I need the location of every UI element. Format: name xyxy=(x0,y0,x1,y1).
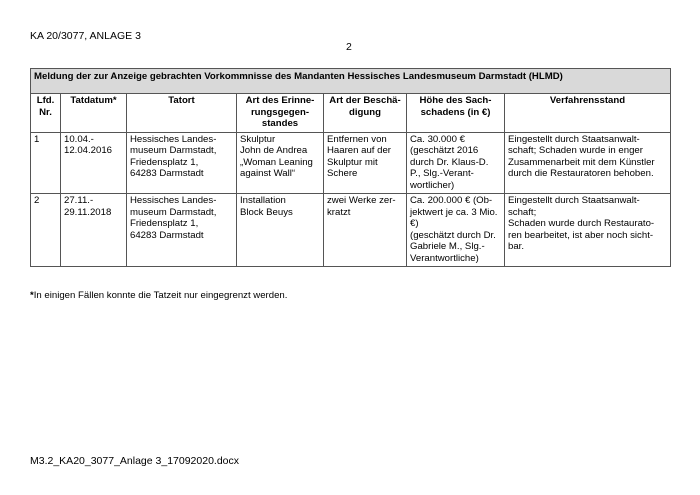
cell-date: 27.11.- 29.11.2018 xyxy=(61,194,127,267)
table-row xyxy=(31,132,671,194)
cell-date: 10.04.- 12.04.2016 xyxy=(61,132,127,194)
document-reference: KA 20/3077, ANLAGE 3 xyxy=(30,30,141,42)
header-damage-type: Art der Beschä- digung xyxy=(324,94,407,133)
cell-nr: 2 xyxy=(31,194,61,267)
cell-nr: 1 xyxy=(31,132,61,194)
incident-table xyxy=(30,68,671,267)
header-date: Tatdatum* xyxy=(61,94,127,133)
page-number: 2 xyxy=(346,41,352,53)
cell-place: Hessisches Landes- museum Darmstadt, Friedensplatz 1, 64283 Darmstadt xyxy=(127,132,237,194)
footnote xyxy=(30,290,287,301)
cell-status: Eingestellt durch Staatsanwalt- schaft; Schaden wurde in enger Zusammenarbeit mit dem Künstler durch die Restauratoren behoben. xyxy=(505,132,671,194)
cell-damage-type: Entfernen von Haaren auf der Skulptur mit Schere xyxy=(324,132,407,194)
cell-amount: Ca. 30.000 € (geschätzt 2016 durch Dr. Klaus-D. P., Slg.-Verant- wortlicher) xyxy=(407,132,505,194)
header-nr: Lfd. Nr. xyxy=(31,94,61,133)
header-object: Art des Erinne- rungsgegen- standes xyxy=(237,94,324,133)
cell-object: Installation Block Beuys xyxy=(237,194,324,267)
footer-filename: M3.2_KA20_3077_Anlage 3_17092020.docx xyxy=(30,455,240,467)
table-row xyxy=(31,194,671,267)
header-place: Tatort xyxy=(127,94,237,133)
cell-object: Skulptur John de Andrea „Woman Leaning against Wall“ xyxy=(237,132,324,194)
table-header-row xyxy=(31,94,671,133)
cell-amount: Ca. 200.000 € (Ob- jektwert je ca. 3 Mio. €) (geschätzt durch Dr. Gabriele M., Slg.- Verantwortliche) xyxy=(407,194,505,267)
header-status: Verfahrensstand xyxy=(505,94,671,133)
cell-status: Eingestellt durch Staatsanwalt- schaft; Schaden wurde durch Restaurato- ren bearbeitet, ist aber noch sicht- bar. xyxy=(505,194,671,267)
table-title: Meldung der zur Anzeige gebrachten Vorkommnisse des Mandanten Hessisches Landesmuseum Darmstadt (HLMD) xyxy=(31,69,671,94)
cell-damage-type: zwei Werke zer- kratzt xyxy=(324,194,407,267)
cell-place: Hessisches Landes- museum Darmstadt, Friedensplatz 1, 64283 Darmstadt xyxy=(127,194,237,267)
footnote-marker: * xyxy=(30,290,34,301)
header-amount: Höhe des Sach- schadens (in €) xyxy=(407,94,505,133)
footnote-text: In einigen Fällen konnte die Tatzeit nur eingegrenzt werden. xyxy=(33,290,288,301)
